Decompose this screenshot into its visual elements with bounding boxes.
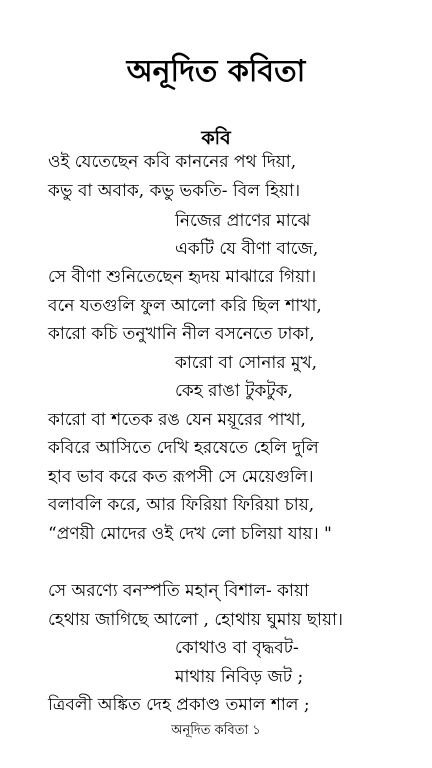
- poem-line: কারো বা শতেক রঙ যেন ময়ূরের পাখা,: [48, 410, 306, 430]
- poem-line: বনে যতগুলি ফুল আলো করি ছিল শাখা,: [48, 296, 322, 316]
- poem-line: বলাবলি করে, আর ফিরিয়া ফিরিয়া চায়,: [48, 495, 315, 515]
- poem-line-indented: নিজের প্রাণের মাঝে: [175, 211, 311, 231]
- poem-title: কবি: [201, 127, 231, 149]
- poem-line: ত্রিবলী অঙ্কিত দেহ প্রকাণ্ড তমাল শাল ;: [48, 695, 310, 715]
- poem-line: কবিরে আসিতে দেখি হরষেতে হেলি দুলি: [48, 438, 319, 458]
- poem-line: হেথায় জাগিছে আলো , হোথায় ঘুমায় ছায়া।: [48, 610, 343, 630]
- poem-line-indented: মাথায় নিবিড় জট ;: [175, 667, 304, 687]
- poem-line: “প্রণয়ী মোদের ওই দেখ লো চলিয়া যায়। ": [48, 524, 332, 544]
- poem-line-indented: কারো বা সোনার মুখ,: [175, 353, 318, 373]
- page-footer: অনূদিত কবিতা ১: [171, 723, 261, 738]
- poem-line-indented: কেহ রাঙা টুকটুক,: [175, 381, 293, 401]
- poem-line: সে বীণা শুনিতেছেন হৃদয় মাঝারে গিয়া।: [48, 267, 317, 287]
- poem-line-indented: একটি যে বীণা বাজে,: [175, 239, 319, 259]
- poem-line: কারো কচি তনুখানি নীল বসনেতে ঢাকা,: [48, 324, 315, 344]
- book-title: অনূদিত কবিতা: [126, 54, 306, 89]
- poem-line-indented: কোথাও বা বৃদ্ধবট-: [175, 638, 299, 658]
- poem-line: সে অরণ্যে বনস্পতি মহান্ বিশাল- কায়া: [48, 581, 309, 601]
- poem-line: হাব ভাব করে কত রূপসী সে মেয়েগুলি।: [48, 467, 314, 487]
- poem-line: কভু বা অবাক, কভু ভকতি- বিল হিয়া।: [48, 181, 301, 201]
- poem-line: ওই যেতেছেন কবি কাননের পথ দিয়া,: [48, 152, 297, 172]
